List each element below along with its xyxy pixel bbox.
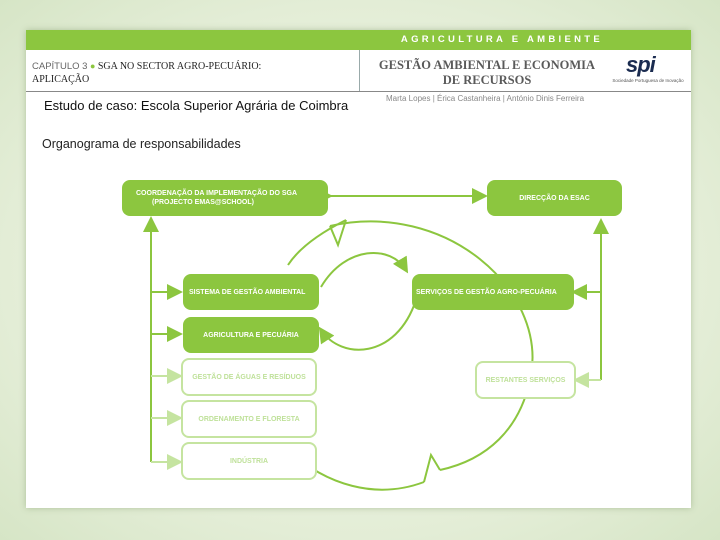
coordination-box <box>122 180 328 216</box>
agriculture-box <box>183 317 319 353</box>
direction-label: DIRECÇÃO DA ESAC <box>519 194 590 202</box>
spi-logo-mark: spi <box>626 52 655 77</box>
forest-label: ORDENAMENTO E FLORESTA <box>198 415 300 423</box>
water-box <box>181 358 317 396</box>
book-title-line2: DE RECURSOS <box>442 73 532 87</box>
agriculture-label: AGRICULTURA E PECUÁRIA <box>203 331 299 339</box>
other-services-label: RESTANTES SERVIÇOS <box>485 376 566 384</box>
authors: Marta Lopes | Érica Castanheira | António Dinis Ferreira <box>386 94 585 103</box>
services-box <box>412 274 574 310</box>
cycle-outer-right <box>330 221 532 470</box>
inner-arrow-top <box>321 253 406 287</box>
slide <box>26 30 691 508</box>
diagram-subtitle: Organograma de responsabilidades <box>42 137 241 151</box>
top-banner: AGRICULTURA E AMBIENTE <box>26 30 691 50</box>
cycle-zigzag-bottom <box>424 455 440 482</box>
section-title-line2: APLICAÇÃO <box>32 74 90 85</box>
chapter-label: CAPÍTULO 3 <box>32 61 88 72</box>
inner-arrow-bottom <box>321 300 416 350</box>
bullet-icon: ● <box>89 61 96 71</box>
forest-box <box>181 400 317 438</box>
direction-box <box>487 180 622 216</box>
org-chart-connectors <box>26 30 691 508</box>
sga-label: SISTEMA DE GESTÃO AMBIENTAL <box>189 288 306 296</box>
spi-logo-caption: Sociedade Portuguesa de Inovação <box>612 78 684 83</box>
book-title-line1: GESTÃO AMBIENTAL E ECONOMIA <box>378 58 596 72</box>
coordination-sublabel: (PROJECTO EMAS@SCHOOL) <box>152 199 254 206</box>
section-title-line1: SGA NO SECTOR AGRO-PECUÁRIO: <box>97 61 262 72</box>
services-label: SERVIÇOS DE GESTÃO AGRO-PECUÁRIA <box>416 288 557 296</box>
case-title: Estudo de caso: Escola Superior Agrária de Coimbra <box>44 98 349 113</box>
industry-box <box>181 442 317 480</box>
water-label: GESTÃO DE ÁGUAS E RESÍDUOS <box>192 373 306 381</box>
other-services-box <box>475 361 576 399</box>
coordination-label: COORDENAÇÃO DA IMPLEMENTAÇÃO DO SGA <box>136 190 297 197</box>
industry-label: INDÚSTRIA <box>229 457 269 465</box>
sga-box <box>183 274 319 310</box>
